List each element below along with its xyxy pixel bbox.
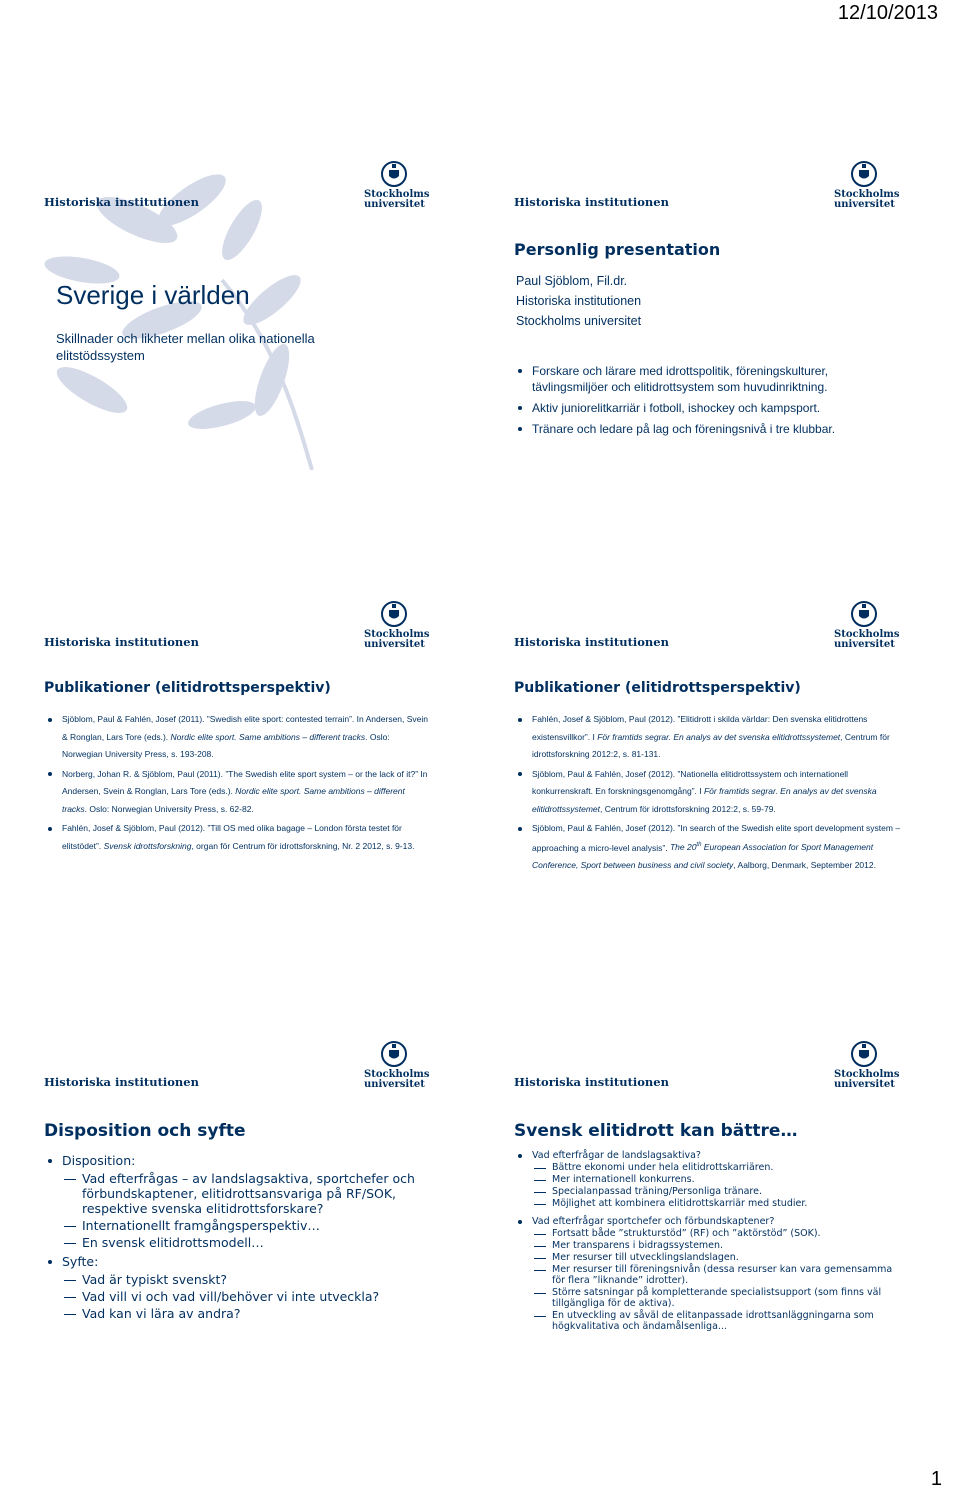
slide2-title: Personlig presentation bbox=[514, 240, 721, 259]
reference-superscript: th bbox=[696, 842, 702, 849]
logo-line-1: Stockholms bbox=[834, 1069, 900, 1080]
institution-name: Historiska institutionen bbox=[514, 635, 669, 649]
sub-list bbox=[532, 1162, 896, 1209]
reference-details: , organ för Centrum för idrottsforskning, Nr. 2 2012, s. 9-13. bbox=[191, 840, 415, 851]
reference-publication: Svensk idrottsforskning bbox=[103, 840, 192, 851]
sub-list-item: Vad efterfrågas – av landslagsaktiva, sportchefer och förbundskaptener, elitidrottsansvariga på RF/SOK, respektive svenska elitidrottsforskare? bbox=[62, 1171, 426, 1216]
institution-name: Historiska institutionen bbox=[514, 1075, 669, 1089]
logo-line-2: universitet bbox=[834, 1079, 895, 1090]
presenter-university: Stockholms universitet bbox=[516, 314, 642, 328]
list-item bbox=[46, 1254, 426, 1321]
university-logo bbox=[834, 160, 904, 208]
logo-line-2: universitet bbox=[364, 639, 425, 650]
reference-publication: Nordic elite sport. Same ambitions – different tracks bbox=[62, 786, 405, 814]
reference-details: . Oslo: Norwegian University Press, s. 62-82. bbox=[84, 803, 254, 814]
list-item-label: Disposition: bbox=[62, 1153, 136, 1168]
crest-icon bbox=[850, 160, 878, 188]
list-item-label: Vad efterfrågar sportchefer och förbundskaptener? bbox=[532, 1216, 775, 1227]
crest-icon bbox=[850, 1040, 878, 1068]
presenter-department: Historiska institutionen bbox=[516, 294, 642, 308]
institution-name: Historiska institutionen bbox=[44, 195, 199, 209]
slide1-subtitle: Skillnader och likheter mellan olika nationella elitstödssystem bbox=[56, 331, 315, 363]
slide-3 bbox=[42, 600, 502, 900]
list-item bbox=[516, 1150, 896, 1209]
slide-5 bbox=[42, 1040, 502, 1340]
sub-list-item: Vad är typiskt svenskt? bbox=[62, 1272, 426, 1287]
reference-publication: För framtids segrar. En analys av det svenska elitidrottssystemet bbox=[597, 731, 841, 742]
reference-authors: Fahlén, Josef & Sjöblom, Paul (2012). ”Elitidrott i skilda världar: Den svenska elitidrottens existensvillkor”. I bbox=[532, 714, 868, 742]
sub-list-item: Bättre ekonomi under hela elitidrottskarriären. bbox=[532, 1162, 896, 1173]
slide3-title: Publikationer (elitidrottsperspektiv) bbox=[44, 680, 331, 696]
sub-list-item: Internationellt framgångsperspektiv… bbox=[62, 1218, 426, 1233]
crest-icon bbox=[380, 600, 408, 628]
reference-publication-part: European Association for Sport Management Conference, Sport between business and civil society bbox=[532, 842, 874, 870]
bullet-list bbox=[46, 1153, 426, 1321]
university-logo bbox=[834, 600, 904, 648]
sub-list-item: Mer transparens i bidragssystemen. bbox=[532, 1240, 896, 1251]
logo-line-2: universitet bbox=[364, 199, 425, 210]
institution-name: Historiska institutionen bbox=[44, 635, 199, 649]
sub-list-item: Möjlighet att kombinera elitidrottskarriär med studier. bbox=[532, 1198, 896, 1209]
sub-list-item: Mer resurser till föreningsnivån (dessa resurser kan vara gemensamma för flera ”liknande” idrotter). bbox=[532, 1264, 896, 1286]
presenter-info bbox=[516, 271, 641, 331]
reference-details: , Aalborg, Denmark, September 2012. bbox=[733, 859, 876, 870]
logo-line-2: universitet bbox=[834, 199, 895, 210]
slide-4 bbox=[512, 600, 960, 900]
list-item bbox=[516, 1216, 896, 1332]
university-logo bbox=[834, 1040, 904, 1088]
slide-6 bbox=[512, 1040, 960, 1340]
sub-list bbox=[532, 1228, 896, 1332]
slide4-title: Publikationer (elitidrottsperspektiv) bbox=[514, 680, 801, 696]
crest-icon bbox=[850, 600, 878, 628]
list-item: Tränare och ledare på lag och föreningsnivå i tre klubbar. bbox=[516, 421, 906, 437]
sub-list-item: En svensk elitidrottsmodell… bbox=[62, 1235, 426, 1250]
sub-list-item: Mer resurser till utvecklingslandslagen. bbox=[532, 1252, 896, 1263]
reference-publication-part: The 20 bbox=[669, 842, 697, 853]
sub-list-item: En utveckling av såväl de elitanpassade idrottsanläggningarna som högkvalitativa och ändamålsenliga... bbox=[532, 1310, 896, 1332]
reference-list bbox=[46, 711, 431, 855]
reference-authors: Norberg, Johan R. & Sjöblom, Paul (2011). ”The Swedish elite sport system – or the lack of it?” In Andersen, Svein & Ronglan, Lars Tore (eds.). bbox=[62, 768, 428, 796]
logo-line-2: universitet bbox=[834, 639, 895, 650]
slide5-title: Disposition och syfte bbox=[44, 1121, 246, 1141]
reference-authors: Sjöblom, Paul & Fahlén, Josef (2011). ”Swedish elite sport: contested terrain”. In Andersen, Svein & Ronglan, Lars Tore (eds.). bbox=[62, 714, 429, 742]
reference-authors: Sjöblom, Paul & Fahlén, Josef (2012). ”In search of the Swedish elite sport development system – approaching a micro-level analysis”. bbox=[532, 823, 901, 853]
reference-item bbox=[46, 820, 431, 855]
logo-line-1: Stockholms bbox=[364, 629, 430, 640]
list-item bbox=[46, 1153, 426, 1250]
sub-list-item: Mer internationell konkurrens. bbox=[532, 1174, 896, 1185]
reference-publication: Nordic elite sport. Same ambitions – different tracks bbox=[170, 731, 366, 742]
slide-2 bbox=[512, 160, 960, 460]
slide6-title: Svensk elitidrott kan bättre… bbox=[514, 1121, 798, 1141]
page-date: 12/10/2013 bbox=[837, 2, 938, 24]
slide1-title: Sverige i världen bbox=[56, 280, 250, 310]
reference-item bbox=[46, 766, 431, 819]
reference-details: . Oslo: Norwegian University Press, s. 193-208. bbox=[62, 731, 390, 759]
reference-details: , Centrum för idrottsforskning 2012:2, s. 81-131. bbox=[532, 731, 890, 759]
crest-icon bbox=[380, 160, 408, 188]
list-item: Aktiv juniorelitkarriär i fotboll, ishockey och kampsport. bbox=[516, 400, 906, 416]
page-number: 1 bbox=[930, 1468, 942, 1490]
logo-line-1: Stockholms bbox=[364, 189, 430, 200]
sub-list bbox=[62, 1272, 426, 1321]
logo-line-2: universitet bbox=[364, 1079, 425, 1090]
list-item: Forskare och lärare med idrottspolitik, föreningskulturer, tävlingsmiljöer och elitidrottsystem som huvudinriktning. bbox=[516, 363, 906, 395]
university-logo bbox=[364, 1040, 434, 1088]
sub-list-item: Vad kan vi lära av andra? bbox=[62, 1306, 426, 1321]
presenter-name: Paul Sjöblom, Fil.dr. bbox=[516, 274, 628, 288]
reference-item bbox=[516, 711, 901, 764]
sub-list-item: Fortsatt både ”strukturstöd” (RF) och ”aktörstöd” (SOK). bbox=[532, 1228, 896, 1239]
bullet-list bbox=[516, 1150, 896, 1332]
bullet-list bbox=[516, 363, 906, 437]
sub-list-item: Specialanpassad träning/Personliga tränare. bbox=[532, 1186, 896, 1197]
sub-list bbox=[62, 1171, 426, 1250]
sub-list-item: Vad vill vi och vad vill/behöver vi inte utveckla? bbox=[62, 1289, 426, 1304]
sub-list-item: Större satsningar på kompletterande specialistsupport (som finns väl tillgängliga för de aktiva). bbox=[532, 1287, 896, 1309]
list-item-label: Vad efterfrågar de landslagsaktiva? bbox=[532, 1150, 701, 1161]
institution-name: Historiska institutionen bbox=[44, 1075, 199, 1089]
reference-publication: För framtids segrar. En analys av det svenska elitidrottssystemet bbox=[532, 786, 877, 814]
slide-1 bbox=[42, 160, 502, 460]
list-item-label: Syfte: bbox=[62, 1254, 99, 1269]
crest-icon bbox=[380, 1040, 408, 1068]
reference-authors: Fahlén, Josef & Sjöblom, Paul (2012). ”Till OS med olika bagage – London första testet för elitstödet”. bbox=[62, 823, 402, 851]
reference-list bbox=[516, 711, 901, 874]
university-logo bbox=[364, 600, 434, 648]
reference-item bbox=[516, 820, 901, 874]
reference-authors: Sjöblom, Paul & Fahlén, Josef (2012). ”Nationella elitidrottssystem och internationell konkurrenskraft. En forskningsgenomgång”. I bbox=[532, 768, 849, 796]
university-logo bbox=[364, 160, 434, 208]
reference-details: , Centrum för idrottsforskning 2012:2, s. 59-79. bbox=[600, 803, 776, 814]
reference-item bbox=[516, 766, 901, 819]
logo-line-1: Stockholms bbox=[834, 189, 900, 200]
logo-line-1: Stockholms bbox=[834, 629, 900, 640]
reference-item bbox=[46, 711, 431, 764]
logo-line-1: Stockholms bbox=[364, 1069, 430, 1080]
institution-name: Historiska institutionen bbox=[514, 195, 669, 209]
